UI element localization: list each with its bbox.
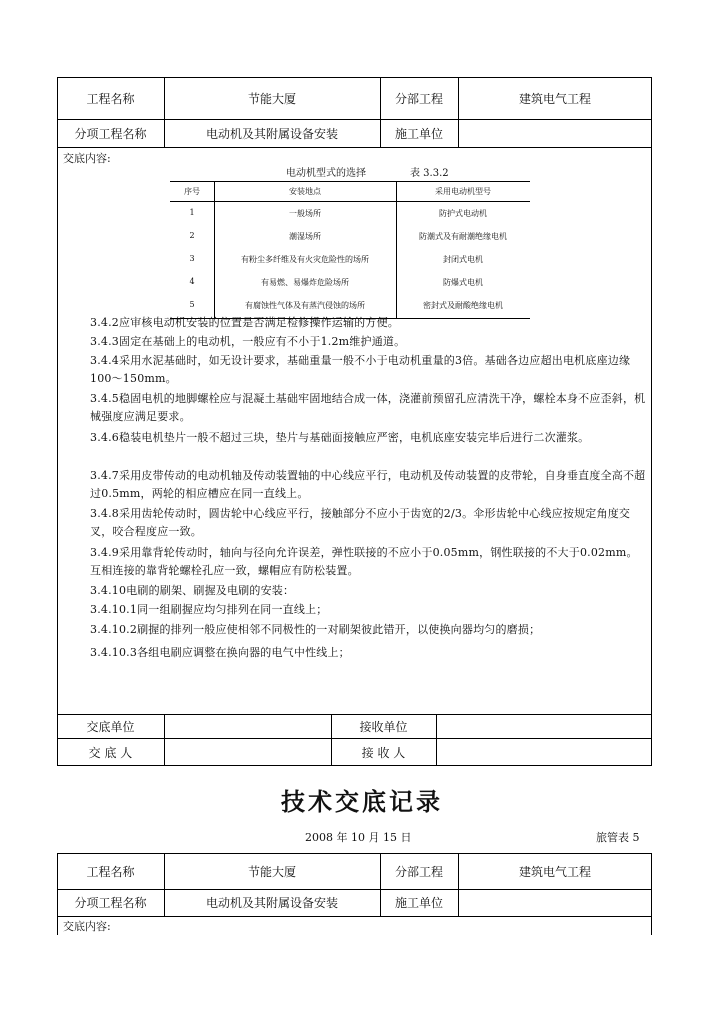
division-label: 分部工程 xyxy=(394,91,443,106)
handover-person-label: 交 底 人 xyxy=(88,745,133,760)
table-rule xyxy=(170,181,530,182)
table-rule xyxy=(170,201,530,202)
form-number: 旅管表 5 xyxy=(596,831,640,844)
table-cell: 5 xyxy=(189,300,195,309)
table-cell: 有易燃、易爆炸危险场所 xyxy=(261,278,349,287)
subitem-name-label: 分项工程名称 xyxy=(74,896,147,910)
contractor-label: 施工单位 xyxy=(394,126,443,141)
table-cell: 有腐蚀性气体及有蒸汽侵蚀的场所 xyxy=(245,301,365,310)
table-header-location: 安装地点 xyxy=(289,187,321,196)
contractor-value xyxy=(458,889,652,916)
table-cell: 有粉尘多纤维及有火灾危险性的场所 xyxy=(241,255,369,264)
paragraph: 3.4.4采用水泥基础时，如无设计要求，基础重量一般不小于电动机重量的3倍。基础各边应超出电机底座边缘100～150mm。 xyxy=(90,354,631,385)
receiving-unit-value xyxy=(436,714,652,738)
contractor-label: 施工单位 xyxy=(394,896,443,910)
paragraph: 3.4.10电刷的刷架、刷握及电刷的安装： xyxy=(90,584,295,597)
receiver-person-label: 接 收 人 xyxy=(361,745,406,760)
table-cell: 封闭式电机 xyxy=(443,255,483,264)
handover-unit-value xyxy=(164,714,331,738)
table-cell: 防潮式及有耐潮绝缘电机 xyxy=(419,232,507,241)
paragraph: 3.4.6稳装电机垫片一般不超过三块，垫片与基础面接触应严密，电机底座安装完毕后进行二次灌浆。 xyxy=(90,431,590,444)
division-value: 建筑电气工程 xyxy=(518,864,591,879)
paragraph: 3.4.10.3各组电刷应调整在换向器的电气中性线上； xyxy=(90,646,350,659)
receiving-unit-label: 接收单位 xyxy=(359,719,408,734)
subitem-name-value: 电动机及其附属设备安装 xyxy=(205,896,338,910)
table-cell: 3 xyxy=(189,254,195,263)
record-title: 技术交底记录 xyxy=(281,788,443,816)
record-date: 2008 年 10 月 15 日 xyxy=(305,831,412,844)
paragraph: 3.4.5稳固电机的地脚螺栓应与混凝土基础牢固地结合成一体，浇灌前预留孔应清洗干净，螺栓本身不应歪斜，机械强度应满足要求。 xyxy=(90,392,646,423)
division-label: 分部工程 xyxy=(394,864,443,879)
division-value: 建筑电气工程 xyxy=(518,91,591,106)
paragraph: 3.4.10.2刷握的排列一般应使相邻不同极性的一对刷架彼此错开，以使换向器均匀的磨损； xyxy=(90,623,541,636)
table-header-motor: 采用电动机型号 xyxy=(435,187,491,196)
inner-table-number: 表 3.3.2 xyxy=(410,168,449,179)
table-cell: 4 xyxy=(189,277,195,286)
project-name-label: 工程名称 xyxy=(86,864,135,879)
content-label: 交底内容: xyxy=(63,920,111,933)
content-label: 交底内容: xyxy=(63,152,111,165)
form-2-divider xyxy=(57,916,652,917)
paragraph: 3.4.9采用靠背轮传动时，轴向与径向允许误差，弹性联接的不应小于0.05mm，钢性联接的不大于0.02mm。互相连接的靠背轮螺栓孔应一致，螺帽应有防松装置。 xyxy=(90,546,638,577)
paragraph: 3.4.2应审核电动机安装的位置是否满足检修操作运输的方便。 xyxy=(90,316,399,329)
table-header-no: 序号 xyxy=(184,187,200,196)
paragraph: 3.4.3固定在基础上的电动机，一般应有不小于1.2m维护通道。 xyxy=(90,335,406,348)
project-name-value: 节能大厦 xyxy=(247,864,296,879)
handover-person-value xyxy=(164,738,331,766)
paragraph: 3.4.7采用皮带传动的电动机轴及传动装置轴的中心线应平行，电动机及传动装置的皮带轮，自身垂直度全高不超过0.5mm，两轮的相应槽应在同一直线上。 xyxy=(90,469,646,500)
project-name-value: 节能大厦 xyxy=(247,91,296,106)
subitem-name-value: 电动机及其附属设备安装 xyxy=(205,126,338,141)
table-cell: 2 xyxy=(189,231,195,240)
form-1-divider xyxy=(57,147,652,148)
project-name-label: 工程名称 xyxy=(86,91,135,106)
inner-table-title: 电动机型式的选择 xyxy=(286,168,366,179)
table-cell: 防爆式电机 xyxy=(443,278,483,287)
receiver-person-value xyxy=(436,738,652,766)
subitem-name-label: 分项工程名称 xyxy=(74,126,147,141)
table-cell: 密封式及耐酸绝缘电机 xyxy=(423,301,503,310)
paragraph: 3.4.8采用齿轮传动时，圆齿轮中心线应平行，接触部分不应小于齿宽的2/3。伞形齿轮中心线应按规定角度交叉，咬合程度应一致。 xyxy=(90,507,631,538)
table-rule xyxy=(396,181,397,318)
table-cell: 1 xyxy=(189,208,195,217)
table-rule xyxy=(214,181,215,318)
table-cell: 潮湿场所 xyxy=(289,232,321,241)
table-cell: 一般场所 xyxy=(289,209,321,218)
paragraph: 3.4.10.1同一组刷握应均匀排列在同一直线上； xyxy=(90,603,328,616)
contractor-value xyxy=(458,119,652,147)
table-cell: 防护式电动机 xyxy=(439,209,487,218)
handover-unit-label: 交底单位 xyxy=(86,719,135,734)
